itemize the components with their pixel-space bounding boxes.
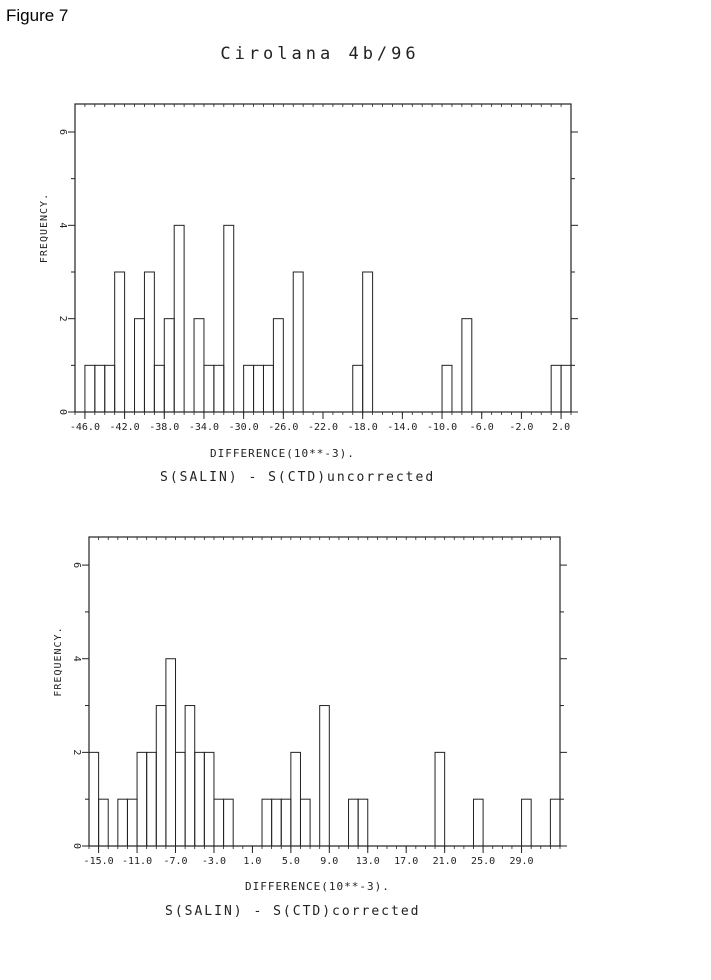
caption-uncorrected: S(SALIN) - S(CTD)uncorrected xyxy=(160,470,436,485)
histogram-bar xyxy=(204,752,214,846)
x-tick-label: -22.0 xyxy=(307,422,339,433)
x-tick-label: -46.0 xyxy=(69,422,100,433)
histogram-bar xyxy=(154,365,164,412)
x-tick-label: 21.0 xyxy=(432,856,457,867)
histogram-bar xyxy=(224,225,234,412)
histogram-bar xyxy=(166,659,176,846)
histogram-bar xyxy=(462,319,472,412)
x-tick-label: 25.0 xyxy=(471,856,496,867)
histogram-bar xyxy=(272,799,282,846)
histogram-bar xyxy=(89,752,99,846)
histogram-bar xyxy=(118,799,128,846)
histogram-bar xyxy=(85,365,95,412)
histogram-bar xyxy=(263,365,273,412)
histogram-bar xyxy=(320,706,330,846)
x-tick-label: -3.0 xyxy=(201,856,227,867)
histogram-bar xyxy=(195,752,205,846)
histogram-bar xyxy=(105,365,115,412)
histogram-bar xyxy=(144,272,154,412)
plot-frame xyxy=(89,537,560,846)
histogram-bar xyxy=(363,272,373,412)
histogram-bar xyxy=(435,752,445,846)
x-tick-label: 17.0 xyxy=(394,856,419,867)
x-tick-label: -7.0 xyxy=(163,856,188,867)
x-tick-label: 1.0 xyxy=(243,856,262,867)
histogram-bar xyxy=(473,799,483,846)
y-tick-label: 4 xyxy=(71,655,82,662)
x-tick-label: -14.0 xyxy=(387,422,418,433)
x-tick-label: -15.0 xyxy=(83,856,114,867)
x-tick-label: -42.0 xyxy=(109,422,140,433)
x-tick-label: -18.0 xyxy=(347,422,378,433)
histogram-bar xyxy=(194,319,204,412)
x-tick-label: 9.0 xyxy=(320,856,339,867)
histogram-bar xyxy=(164,319,174,412)
histogram-bar xyxy=(262,799,272,846)
x-tick-label: 5.0 xyxy=(281,856,300,867)
histogram-bar xyxy=(156,706,166,846)
histogram-bar xyxy=(551,365,561,412)
y-tick-label: 2 xyxy=(71,749,82,756)
histogram-bar xyxy=(300,799,310,846)
x-tick-label: 13.0 xyxy=(355,856,380,867)
histogram-bar xyxy=(174,225,184,412)
histogram-bar xyxy=(214,799,224,846)
x-tick-label: 2.0 xyxy=(552,422,571,433)
histogram-bar xyxy=(244,365,254,412)
x-tick-label: -34.0 xyxy=(188,422,220,433)
histogram-bar xyxy=(281,799,291,846)
x-tick-label: -10.0 xyxy=(426,422,458,433)
histogram-bar xyxy=(95,365,105,412)
x-tick-label: -38.0 xyxy=(149,422,180,433)
histogram-bar xyxy=(349,799,359,846)
histogram-bar xyxy=(353,365,363,412)
x-axis-label-corrected: DIFFERENCE(10**-3). xyxy=(245,880,390,893)
histogram-bar xyxy=(291,752,301,846)
histogram-bar xyxy=(254,365,264,412)
histogram-bar xyxy=(135,319,145,412)
y-tick-label: 0 xyxy=(57,408,68,416)
y-tick-label: 6 xyxy=(57,128,68,136)
histogram-bar xyxy=(293,272,303,412)
caption-corrected: S(SALIN) - S(CTD)corrected xyxy=(165,904,421,919)
histogram-bar xyxy=(147,752,157,846)
y-tick-label: 2 xyxy=(57,315,68,322)
x-tick-label: -2.0 xyxy=(509,422,534,433)
y-axis-label: FREQUENCY. xyxy=(53,626,64,697)
x-tick-label: -26.0 xyxy=(268,422,299,433)
histogram-bar xyxy=(99,799,109,846)
plot-frame xyxy=(75,104,571,412)
y-tick-label: 0 xyxy=(71,842,82,850)
histogram-bar xyxy=(115,272,125,412)
page-title: Cirolana 4b/96 xyxy=(220,44,420,64)
x-axis-label-uncorrected: DIFFERENCE(10**-3). xyxy=(210,447,355,460)
histogram-bar xyxy=(127,799,137,846)
histogram-bar xyxy=(358,799,368,846)
histogram-bar xyxy=(176,752,186,846)
histogram-bar xyxy=(561,365,571,412)
histogram-bar xyxy=(137,752,147,846)
histogram-bar xyxy=(442,365,452,412)
y-tick-label: 4 xyxy=(57,222,68,229)
x-tick-label: -30.0 xyxy=(228,422,259,433)
histogram-bar xyxy=(550,799,560,846)
figure-label: Figure 7 xyxy=(6,6,69,25)
histogram-bar xyxy=(214,365,224,412)
x-tick-label: 29.0 xyxy=(509,856,534,867)
histogram-bar xyxy=(204,365,214,412)
histogram-bar xyxy=(273,319,283,412)
histogram-bar xyxy=(185,706,195,846)
histogram-bar xyxy=(224,799,234,846)
y-tick-label: 6 xyxy=(71,562,82,569)
x-tick-label: -6.0 xyxy=(469,422,494,433)
y-axis-label: FREQUENCY. xyxy=(39,192,50,264)
histogram-bar xyxy=(522,799,532,846)
x-tick-label: -11.0 xyxy=(122,856,153,867)
